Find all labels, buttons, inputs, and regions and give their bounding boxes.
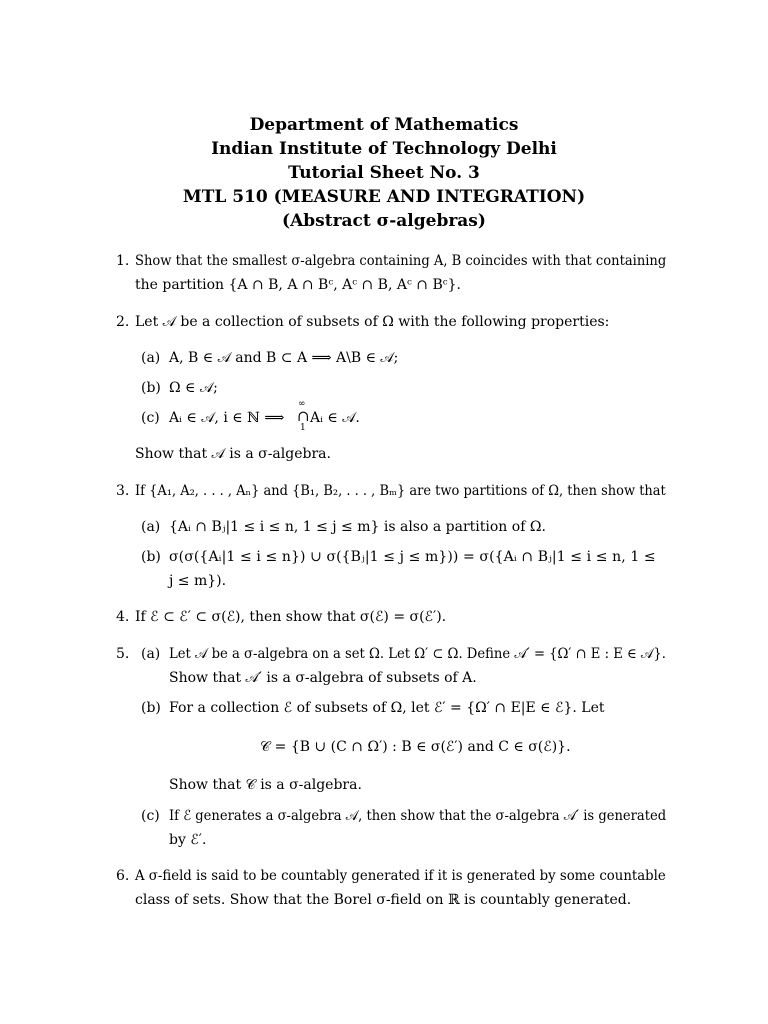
problem-5a-line-2: Show that 𝒜′ is a σ-algebra of subsets of A.	[169, 670, 477, 686]
topic-title: (Abstract σ-algebras)	[282, 211, 486, 231]
problem-6-line-2: class of sets. Show that the Borel σ-field on ℝ is countably generated.	[135, 892, 632, 908]
problem-3b-line-2: j ≤ m}).	[169, 573, 227, 589]
problem-5a-label: (a)	[141, 646, 161, 662]
problem-3b-line-1: σ(σ({Aᵢ|1 ≤ i ≤ n}) ∪ σ({Bⱼ|1 ≤ j ≤ m})) = σ({Aᵢ ∩ Bⱼ|1 ≤ i ≤ n, 1 ≤	[169, 549, 656, 565]
course-title: MTL 510 (MEASURE AND INTEGRATION)	[182, 187, 586, 207]
problem-3a-text: {Aᵢ ∩ Bⱼ|1 ≤ i ≤ n, 1 ≤ j ≤ m} is also a partition of Ω.	[169, 519, 546, 535]
problem-3-intro: If {A₁, A₂, . . . , Aₙ} and {B₁, B₂, . . . , Bₘ} are two partitions of Ω, then show that	[135, 483, 666, 499]
department-title: Department of Mathematics	[249, 115, 519, 135]
problem-5b-display-equation: 𝒞 = {B ∪ (C ∩ Ω′) : B ∈ σ(ℰ′) and C ∈ σ(ℰ)}.	[260, 739, 571, 755]
problem-2c-text-right: Aᵢ ∈ 𝒜.	[310, 410, 360, 426]
problem-1-line-2: the partition {A ∩ B, A ∩ Bᶜ, Aᶜ ∩ B, Aᶜ ∩ Bᶜ}.	[135, 277, 461, 293]
problem-3a-label: (a)	[141, 519, 161, 535]
problem-5-number: 5.	[116, 646, 130, 662]
problem-2a-label: (a)	[141, 350, 161, 366]
problem-1-line-1: Show that the smallest σ-algebra containing A, B coincides with that containing	[135, 253, 667, 269]
sheet-number: Tutorial Sheet No. 3	[288, 163, 480, 183]
problem-2b-text: Ω ∈ 𝒜;	[169, 380, 218, 396]
big-intersection-symbol: ∩	[297, 407, 310, 425]
intersection-upper-limit: ∞	[298, 399, 306, 409]
problem-2-conclusion: Show that 𝒜 is a σ-algebra.	[135, 446, 331, 462]
problem-5a-line-1: Let 𝒜 be a σ-algebra on a set Ω. Let Ω′ ⊂ Ω. Define 𝒜′ = {Ω′ ∩ E : E ∈ 𝒜}.	[169, 646, 666, 662]
problem-2a-text: A, B ∈ 𝒜 and B ⊂ A ⟹ A\B ∈ 𝒜;	[169, 350, 399, 366]
problem-4-number: 4.	[116, 609, 130, 625]
problem-6-number: 6.	[116, 868, 130, 884]
problem-3b-label: (b)	[141, 549, 161, 565]
problem-5c-line-1: If ℰ generates a σ-algebra 𝒜, then show that the σ-algebra 𝒜′ is generated	[169, 808, 667, 824]
problem-1-number: 1.	[116, 253, 130, 269]
problem-5c-label: (c)	[141, 808, 160, 824]
problem-2-number: 2.	[116, 314, 130, 330]
problem-3-number: 3.	[116, 483, 130, 499]
problem-4-text: If ℰ ⊂ ℰ′ ⊂ σ(ℰ), then show that σ(ℰ) = σ(ℰ′).	[135, 609, 447, 625]
problem-6-line-1: A σ-field is said to be countably generated if it is generated by some countable	[135, 868, 666, 884]
problem-5c-line-2: by ℰ′.	[169, 832, 207, 848]
institute-title: Indian Institute of Technology Delhi	[211, 139, 557, 159]
intersection-lower-limit: 1	[300, 423, 306, 433]
problem-5b-label: (b)	[141, 700, 161, 716]
problem-5b-line-1: For a collection ℰ of subsets of Ω, let ℰ′ = {Ω′ ∩ E|E ∈ ℰ}. Let	[169, 700, 605, 716]
problem-2c-label: (c)	[141, 410, 160, 426]
problem-2c-text-left: Aᵢ ∈ 𝒜, i ∈ ℕ ⟹	[169, 410, 285, 426]
problem-2-intro: Let 𝒜 be a collection of subsets of Ω with the following properties:	[135, 314, 610, 330]
sheet-header	[0, 113, 768, 233]
problem-2b-label: (b)	[141, 380, 161, 396]
problem-5b-conclusion: Show that 𝒞 is a σ-algebra.	[169, 777, 362, 793]
